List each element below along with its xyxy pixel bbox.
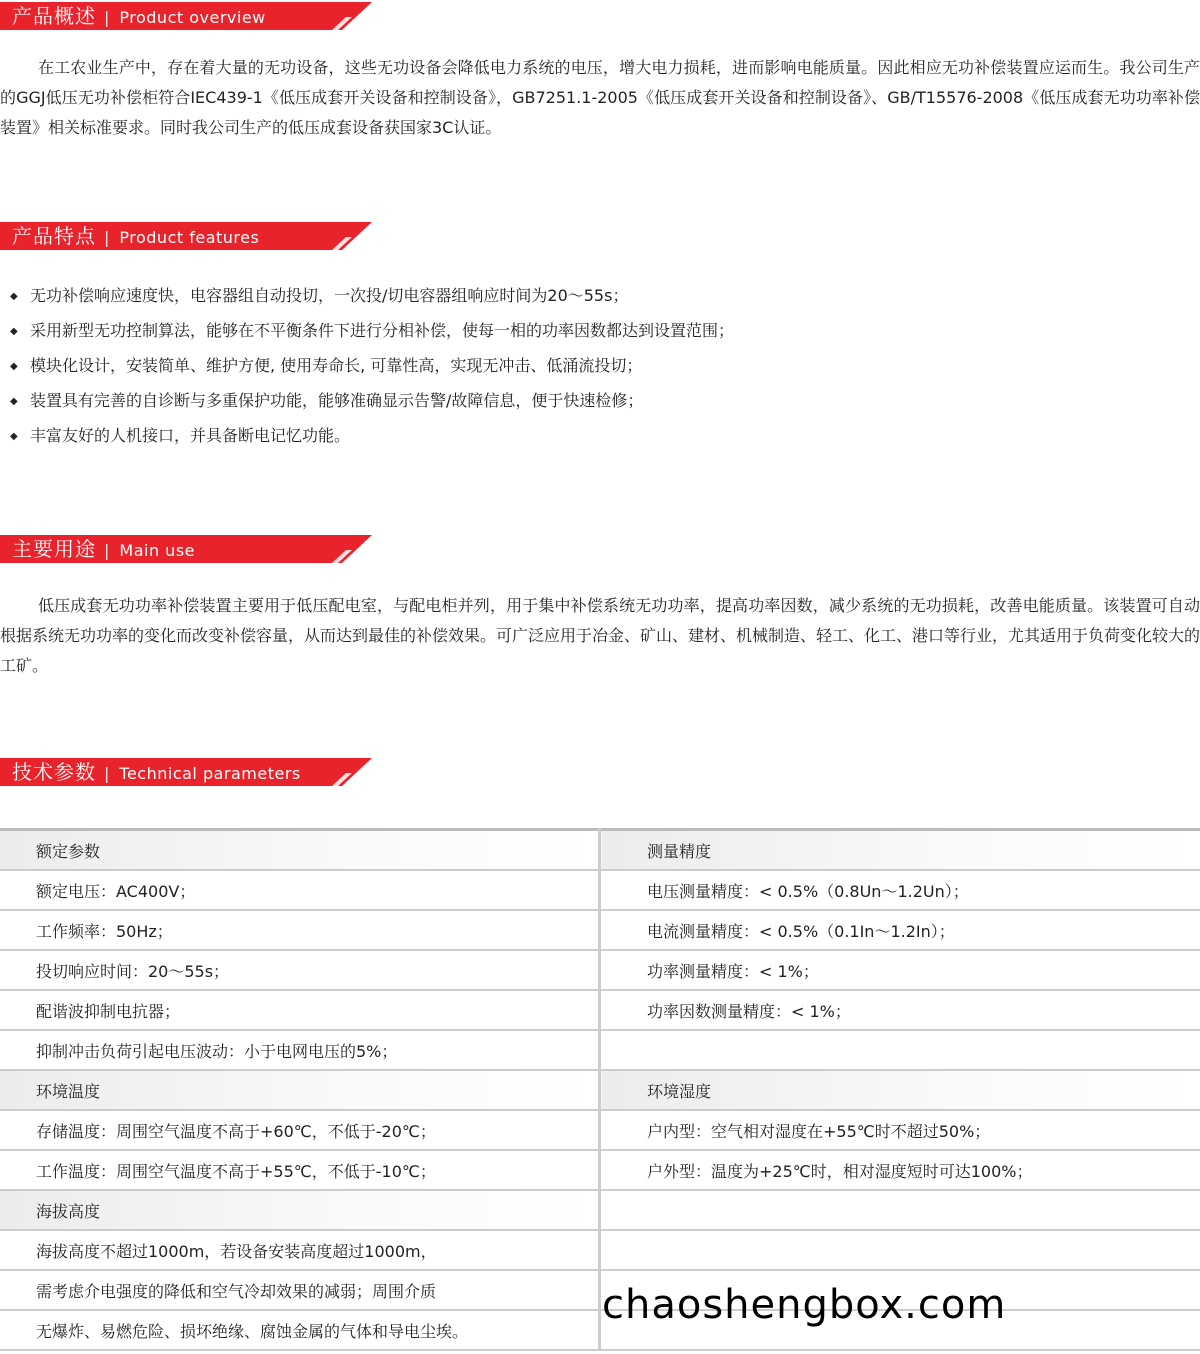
param-cell-right: 户外型：温度为+25℃时，相对湿度短时可达100%； [600, 1150, 1200, 1190]
main-use-title: 主要用途 | Main use [12, 537, 195, 561]
diamond-bullet-icon: ◆ [10, 291, 18, 302]
overview-paragraph [0, 53, 1200, 143]
param-cell-left: 海拔高度不超过1000m，若设备安装高度超过1000m， [0, 1230, 600, 1270]
table-row [0, 1030, 1200, 1070]
param-cell-right: 环境湿度 [600, 1070, 1200, 1110]
table-row [0, 910, 1200, 950]
features-title: 产品特点 | Product features [12, 224, 260, 248]
overview-header [0, 2, 372, 32]
table-row [0, 990, 1200, 1030]
tech-title: 技术参数 | Technical parameters [12, 760, 301, 784]
list-item: ◆ 丰富友好的人机接口，并具备断电记忆功能。 [10, 418, 734, 453]
table-row [0, 870, 1200, 910]
list-item: ◆ 采用新型无功控制算法，能够在不平衡条件下进行分相补偿，使每一相的功率因数都达到设置范围； [10, 313, 734, 348]
param-cell-right: 功率测量精度：< 1%； [600, 950, 1200, 990]
watermark-text: chaoshengbox.com [602, 1282, 1007, 1328]
main-use-title-cn: 主要用途 [12, 537, 96, 561]
tech-title-en: Technical parameters [119, 764, 301, 783]
main-use-text: 低压成套无功功率补偿装置主要用于低压配电室，与配电柜并列，用于集中补偿系统无功功率，提高功率因数，减少系统的无功损耗，改善电能质量。该装置可自动根据系统无功功率的变化而改变补偿容量，从而达到最佳的补偿效果。可广泛应用于冶金、矿山、建材、机械制造、轻工、化工、港口等行业，尤其适用于负荷变化较大的工矿。 [0, 596, 1200, 675]
list-item: ◆ 装置具有完善的自诊断与多重保护功能，能够准确显示告警/故障信息，便于快速检修； [10, 383, 734, 418]
param-cell-left: 无爆炸、易燃危险、损坏绝缘、腐蚀金属的气体和导电尘埃。 [0, 1310, 600, 1350]
table-row [0, 1270, 1200, 1310]
features-title-cn: 产品特点 [12, 224, 96, 248]
table-row [0, 1070, 1200, 1110]
param-cell-right [600, 1030, 1200, 1070]
param-cell-right [600, 1190, 1200, 1230]
overview-title: 产品概述 | Product overview [12, 4, 266, 28]
param-cell-right: 功率因数测量精度：< 1%； [600, 990, 1200, 1030]
param-cell-right: 电压测量精度：< 0.5%（0.8Un～1.2Un）； [600, 870, 1200, 910]
main-use-header [0, 535, 372, 565]
table-row [0, 1230, 1200, 1270]
param-cell-right [600, 1230, 1200, 1270]
table-row [0, 1110, 1200, 1150]
param-cell-left: 抑制冲击负荷引起电压波动：小于电网电压的5%； [0, 1030, 600, 1070]
param-cell-left: 存储温度：周围空气温度不高于+60℃，不低于-20℃； [0, 1110, 600, 1150]
list-item: ◆ 无功补偿响应速度快，电容器组自动投切，一次投/切电容器组响应时间为20～55s； [10, 278, 734, 313]
param-cell-left: 需考虑介电强度的降低和空气冷却效果的减弱；周围介质 [0, 1270, 600, 1310]
table-row [0, 830, 1200, 871]
tech-title-cn: 技术参数 [12, 760, 96, 784]
main-use-paragraph [0, 591, 1200, 681]
param-cell-left: 环境温度 [0, 1070, 600, 1110]
param-cell-left: 额定电压：AC400V； [0, 870, 600, 910]
param-cell-left: 投切响应时间：20～55s； [0, 950, 600, 990]
tech-header [0, 758, 372, 788]
features-title-en: Product features [119, 228, 260, 247]
features-list [10, 278, 734, 453]
table-row [0, 1150, 1200, 1190]
param-cell-left: 工作频率：50Hz； [0, 910, 600, 950]
list-item: ◆ 模块化设计，安装简单、维护方便, 使用寿命长, 可靠性高，实现无冲击、低涌流投切； [10, 348, 734, 383]
param-cell-left: 额定参数 [0, 830, 600, 871]
param-cell-left: 海拔高度 [0, 1190, 600, 1230]
overview-title-cn: 产品概述 [12, 4, 96, 28]
main-use-title-en: Main use [119, 541, 195, 560]
param-cell-right: 测量精度 [600, 830, 1200, 871]
table-row [0, 950, 1200, 990]
diamond-bullet-icon: ◆ [10, 396, 18, 407]
table-row [0, 1190, 1200, 1230]
param-cell-right: 户内型：空气相对湿度在+55℃时不超过50%； [600, 1110, 1200, 1150]
diamond-bullet-icon: ◆ [10, 361, 18, 372]
overview-title-en: Product overview [119, 8, 266, 27]
overview-text: 在工农业生产中，存在着大量的无功设备，这些无功设备会降低电力系统的电压，增大电力损耗，进而影响电能质量。因此相应无功补偿装置应运而生。我公司生产的GGJ低压无功补偿柜符合IEC439-1《低压成套开关设备和控制设备》，GB7251.1-2005《低压成套开关设备和控制设备》、GB/T15576-2008《低压成套无功功率补偿装置》相关标准要求。同时我公司生产的低压成套设备获国家3C认证。 [0, 58, 1200, 137]
diamond-bullet-icon: ◆ [10, 431, 18, 442]
features-header [0, 222, 372, 252]
tech-params-table [0, 828, 1200, 1352]
diamond-bullet-icon: ◆ [10, 326, 18, 337]
param-cell-left: 工作温度：周围空气温度不高于+55℃，不低于-10℃； [0, 1150, 600, 1190]
param-cell-left: 配谐波抑制电抗器； [0, 990, 600, 1030]
table-row [0, 1310, 1200, 1350]
param-cell-right: 电流测量精度：< 0.5%（0.1In～1.2In）； [600, 910, 1200, 950]
